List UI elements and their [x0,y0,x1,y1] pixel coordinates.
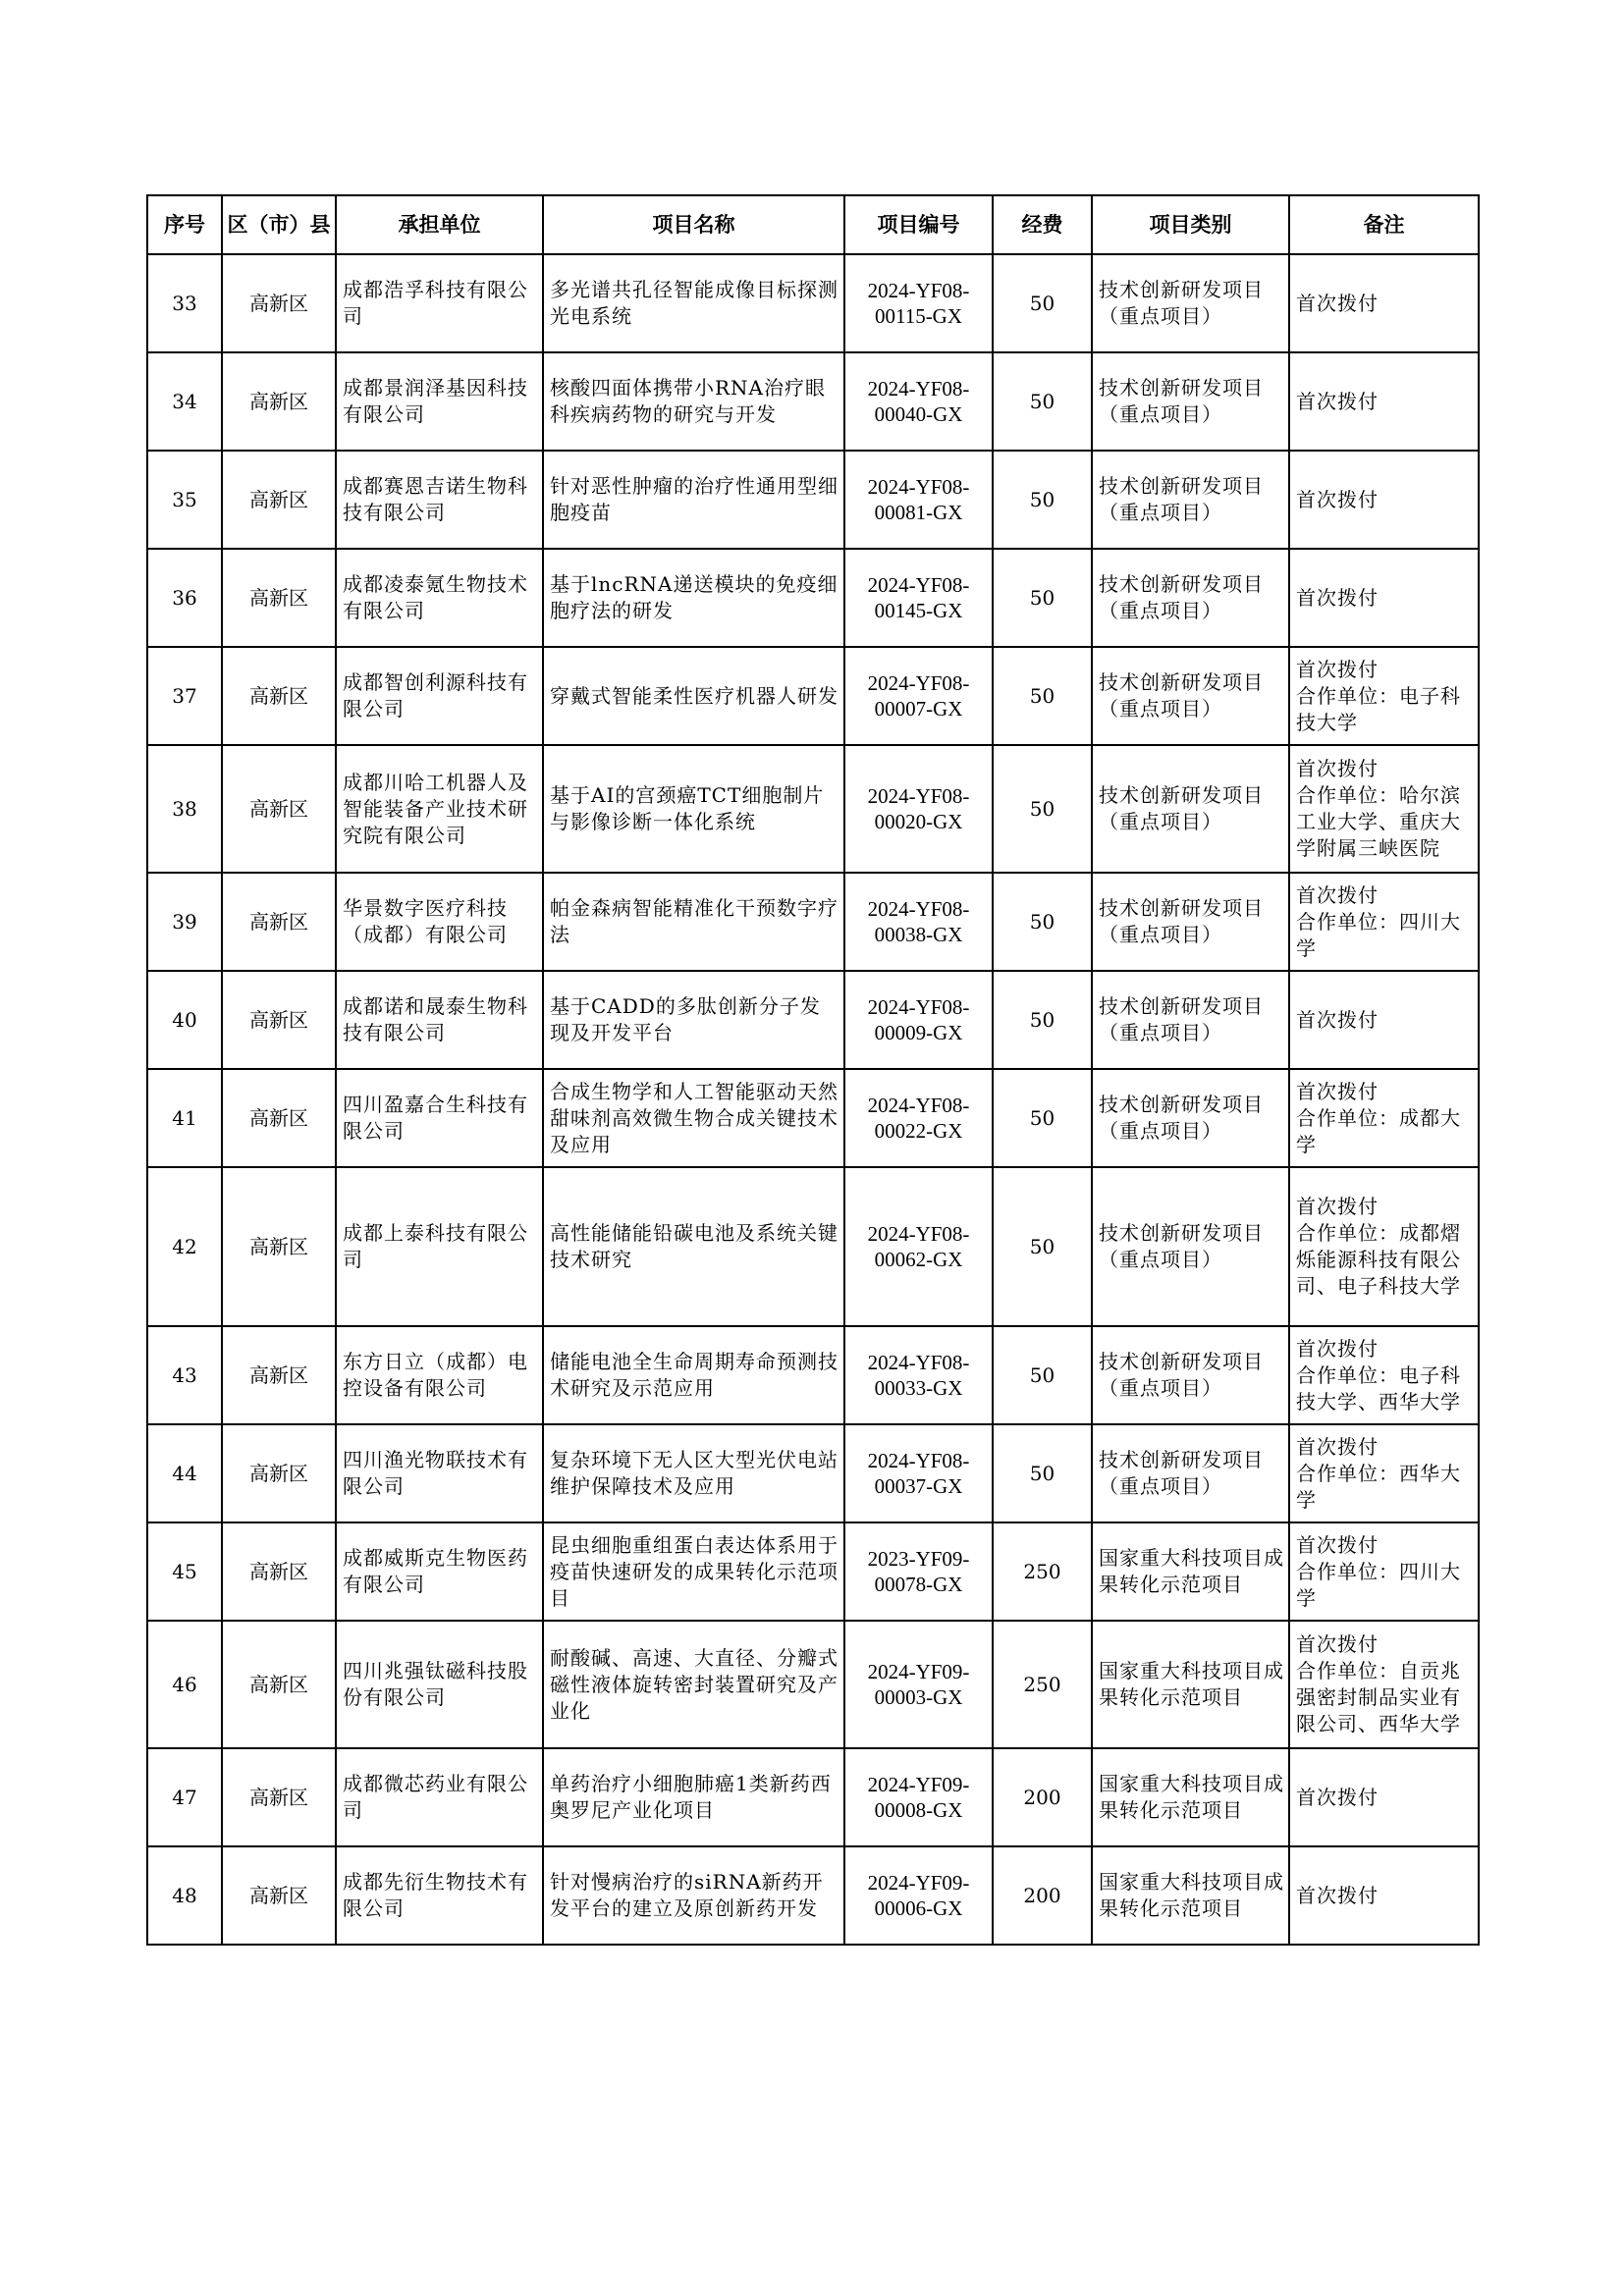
funding-cell: 200 [993,1748,1092,1846]
project-code-cell [844,1326,993,1424]
category-cell: 技术创新研发项目（重点项目） [1092,549,1289,647]
category-cell: 国家重大科技项目成果转化示范项目 [1092,1522,1289,1621]
project-code-cell [844,1748,993,1846]
project-code-cell [844,971,993,1069]
district-cell: 高新区 [222,1748,336,1846]
index-cell: 38 [147,745,222,873]
district-cell: 高新区 [222,451,336,549]
funding-cell: 50 [993,1069,1092,1167]
funding-cell: 250 [993,1621,1092,1748]
project-code-line-2: 00081-GX [874,501,963,524]
project-name-cell: 储能电池全生命周期寿命预测技术研究及示范应用 [543,1326,844,1424]
project-code-line-2: 00033-GX [874,1376,963,1400]
project-funding-table [146,194,1480,1946]
project-name-cell: 基于lncRNA递送模块的免疫细胞疗法的研发 [543,549,844,647]
index-cell: 44 [147,1424,222,1522]
district-cell: 高新区 [222,549,336,647]
project-code-cell [844,451,993,549]
unit-cell: 成都赛恩吉诺生物科技有限公司 [336,451,543,549]
category-cell: 技术创新研发项目（重点项目） [1092,1326,1289,1424]
header-unit: 承担单位 [336,195,543,254]
remarks-cell: 首次拨付 合作单位：成都大学 [1289,1069,1479,1167]
project-code-line-1: 2024-YF08- [867,1094,970,1117]
project-name-cell: 多光谱共孔径智能成像目标探测光电系统 [543,254,844,352]
category-cell: 国家重大科技项目成果转化示范项目 [1092,1621,1289,1748]
project-code-line-2: 00115-GX [874,304,963,328]
district-cell: 高新区 [222,1424,336,1522]
header-district: 区（市）县 [222,195,336,254]
district-cell: 高新区 [222,1167,336,1326]
funding-cell: 50 [993,971,1092,1069]
project-name-cell: 针对恶性肿瘤的治疗性通用型细胞疫苗 [543,451,844,549]
header-project-code: 项目编号 [844,195,993,254]
category-cell: 技术创新研发项目（重点项目） [1092,971,1289,1069]
index-cell: 47 [147,1748,222,1846]
table-row [147,549,1479,647]
project-code-line-1: 2024-YF08- [867,1351,970,1374]
project-code-cell [844,1069,993,1167]
index-cell: 48 [147,1846,222,1945]
district-cell: 高新区 [222,1846,336,1945]
funding-cell: 50 [993,1424,1092,1522]
funding-cell: 50 [993,1167,1092,1326]
district-cell: 高新区 [222,745,336,873]
project-code-line-2: 00078-GX [874,1573,963,1596]
index-cell: 42 [147,1167,222,1326]
funding-cell: 50 [993,873,1092,971]
category-cell: 技术创新研发项目（重点项目） [1092,1424,1289,1522]
remarks-cell: 首次拨付 [1289,971,1479,1069]
remarks-cell: 首次拨付 合作单位：西华大学 [1289,1424,1479,1522]
remarks-cell: 首次拨付 [1289,1748,1479,1846]
index-cell: 34 [147,352,222,451]
table-body [147,254,1479,1945]
district-cell: 高新区 [222,1522,336,1621]
project-code-line-2: 00037-GX [874,1474,963,1498]
table-row [147,1522,1479,1621]
project-code-cell [844,1846,993,1945]
header-index: 序号 [147,195,222,254]
index-cell: 39 [147,873,222,971]
table-row [147,745,1479,873]
project-code-line-1: 2024-YF09- [867,1871,970,1895]
project-code-cell [844,352,993,451]
project-code-line-2: 00009-GX [874,1021,963,1044]
project-code-line-1: 2024-YF08- [867,377,970,400]
remarks-cell: 首次拨付 [1289,451,1479,549]
table-row [147,1167,1479,1326]
project-code-line-2: 00020-GX [874,810,963,833]
project-code-cell [844,549,993,647]
unit-cell: 成都景润泽基因科技有限公司 [336,352,543,451]
project-code-line-2: 00006-GX [874,1896,963,1920]
index-cell: 41 [147,1069,222,1167]
project-code-line-1: 2024-YF08- [867,475,970,499]
district-cell: 高新区 [222,647,336,745]
category-cell: 技术创新研发项目（重点项目） [1092,254,1289,352]
project-code-line-1: 2024-YF08- [867,1222,970,1246]
category-cell: 技术创新研发项目（重点项目） [1092,745,1289,873]
category-cell: 技术创新研发项目（重点项目） [1092,352,1289,451]
project-code-line-1: 2023-YF09- [867,1547,970,1571]
project-name-cell: 针对慢病治疗的siRNA新药开发平台的建立及原创新药开发 [543,1846,844,1945]
table-row [147,451,1479,549]
table-row [147,254,1479,352]
category-cell: 技术创新研发项目（重点项目） [1092,451,1289,549]
index-cell: 35 [147,451,222,549]
project-code-cell [844,254,993,352]
unit-cell: 成都诺和晟泰生物科技有限公司 [336,971,543,1069]
table-row [147,1846,1479,1945]
table-row [147,1748,1479,1846]
project-code-cell [844,1167,993,1326]
project-code-cell [844,873,993,971]
funding-cell: 50 [993,647,1092,745]
project-code-line-1: 2024-YF08- [867,995,970,1019]
project-code-cell [844,1621,993,1748]
district-cell: 高新区 [222,1069,336,1167]
project-code-line-1: 2024-YF08- [867,279,970,302]
unit-cell: 成都凌泰氪生物技术有限公司 [336,549,543,647]
remarks-cell: 首次拨付 合作单位：成都熠烁能源科技有限公司、电子科技大学 [1289,1167,1479,1326]
project-code-line-2: 00003-GX [874,1685,963,1709]
funding-cell: 50 [993,549,1092,647]
unit-cell: 四川渔光物联技术有限公司 [336,1424,543,1522]
unit-cell: 成都先衍生物技术有限公司 [336,1846,543,1945]
project-code-line-1: 2024-YF08- [867,897,970,921]
project-name-cell: 耐酸碱、高速、大直径、分瓣式磁性液体旋转密封装置研究及产业化 [543,1621,844,1748]
project-name-cell: 合成生物学和人工智能驱动天然甜味剂高效微生物合成关键技术及应用 [543,1069,844,1167]
table-row [147,1424,1479,1522]
header-remarks: 备注 [1289,195,1479,254]
project-name-cell: 单药治疗小细胞肺癌1类新药西奥罗尼产业化项目 [543,1748,844,1846]
district-cell: 高新区 [222,1326,336,1424]
project-code-cell [844,647,993,745]
funding-cell: 50 [993,254,1092,352]
project-name-cell: 穿戴式智能柔性医疗机器人研发 [543,647,844,745]
unit-cell: 成都浩孚科技有限公司 [336,254,543,352]
project-code-line-2: 00007-GX [874,697,963,721]
remarks-cell: 首次拨付 合作单位：电子科技大学 [1289,647,1479,745]
funding-cell: 50 [993,352,1092,451]
district-cell: 高新区 [222,352,336,451]
index-cell: 45 [147,1522,222,1621]
remarks-cell: 首次拨付 合作单位：电子科技大学、西华大学 [1289,1326,1479,1424]
unit-cell: 成都上泰科技有限公司 [336,1167,543,1326]
project-name-cell: 高性能储能铅碳电池及系统关键技术研究 [543,1167,844,1326]
index-cell: 33 [147,254,222,352]
project-code-line-2: 00022-GX [874,1119,963,1143]
project-name-cell: 昆虫细胞重组蛋白表达体系用于疫苗快速研发的成果转化示范项目 [543,1522,844,1621]
funding-cell: 50 [993,745,1092,873]
category-cell: 技术创新研发项目（重点项目） [1092,1069,1289,1167]
project-code-line-1: 2024-YF09- [867,1773,970,1796]
table-row [147,647,1479,745]
funding-cell: 250 [993,1522,1092,1621]
remarks-cell: 首次拨付 [1289,1846,1479,1945]
funding-cell: 50 [993,451,1092,549]
project-code-line-1: 2024-YF09- [867,1660,970,1683]
remarks-cell: 首次拨付 [1289,254,1479,352]
table-row [147,971,1479,1069]
unit-cell: 成都川哈工机器人及智能装备产业技术研究院有限公司 [336,745,543,873]
category-cell: 技术创新研发项目（重点项目） [1092,647,1289,745]
unit-cell: 四川兆强钛磁科技股份有限公司 [336,1621,543,1748]
remarks-cell: 首次拨付 合作单位：四川大学 [1289,873,1479,971]
table-row [147,1069,1479,1167]
index-cell: 37 [147,647,222,745]
project-name-cell: 基于AI的宫颈癌TCT细胞制片与影像诊断一体化系统 [543,745,844,873]
remarks-cell: 首次拨付 合作单位：哈尔滨工业大学、重庆大学附属三峡医院 [1289,745,1479,873]
project-code-line-1: 2024-YF08- [867,671,970,695]
header-category: 项目类别 [1092,195,1289,254]
district-cell: 高新区 [222,254,336,352]
index-cell: 43 [147,1326,222,1424]
project-code-cell [844,1522,993,1621]
project-name-cell: 核酸四面体携带小RNA治疗眼科疾病药物的研究与开发 [543,352,844,451]
unit-cell: 华景数字医疗科技（成都）有限公司 [336,873,543,971]
unit-cell: 东方日立（成都）电控设备有限公司 [336,1326,543,1424]
table-header-row [147,195,1479,254]
unit-cell: 四川盈嘉合生科技有限公司 [336,1069,543,1167]
district-cell: 高新区 [222,1621,336,1748]
header-funding: 经费 [993,195,1092,254]
project-code-line-1: 2024-YF08- [867,784,970,808]
table-row [147,1326,1479,1424]
index-cell: 46 [147,1621,222,1748]
project-code-line-2: 00145-GX [874,599,963,622]
district-cell: 高新区 [222,971,336,1069]
category-cell: 国家重大科技项目成果转化示范项目 [1092,1748,1289,1846]
project-code-line-2: 00062-GX [874,1248,963,1271]
remarks-cell: 首次拨付 [1289,549,1479,647]
header-project-name: 项目名称 [543,195,844,254]
index-cell: 40 [147,971,222,1069]
funding-cell: 200 [993,1846,1092,1945]
project-code-cell [844,745,993,873]
table-row [147,873,1479,971]
project-name-cell: 帕金森病智能精准化干预数字疗法 [543,873,844,971]
project-code-line-2: 00040-GX [874,402,963,426]
index-cell: 36 [147,549,222,647]
project-code-line-1: 2024-YF08- [867,573,970,597]
remarks-cell: 首次拨付 合作单位：四川大学 [1289,1522,1479,1621]
remarks-cell: 首次拨付 合作单位：自贡兆强密封制品实业有限公司、西华大学 [1289,1621,1479,1748]
project-code-line-1: 2024-YF08- [867,1449,970,1472]
category-cell: 技术创新研发项目（重点项目） [1092,873,1289,971]
project-code-line-2: 00008-GX [874,1798,963,1822]
unit-cell: 成都威斯克生物医药有限公司 [336,1522,543,1621]
category-cell: 国家重大科技项目成果转化示范项目 [1092,1846,1289,1945]
project-code-cell [844,1424,993,1522]
category-cell: 技术创新研发项目（重点项目） [1092,1167,1289,1326]
project-name-cell: 复杂环境下无人区大型光伏电站维护保障技术及应用 [543,1424,844,1522]
unit-cell: 成都智创利源科技有限公司 [336,647,543,745]
remarks-cell: 首次拨付 [1289,352,1479,451]
district-cell: 高新区 [222,873,336,971]
unit-cell: 成都微芯药业有限公司 [336,1748,543,1846]
project-code-line-2: 00038-GX [874,923,963,946]
funding-cell: 50 [993,1326,1092,1424]
project-name-cell: 基于CADD的多肽创新分子发现及开发平台 [543,971,844,1069]
table-row [147,1621,1479,1748]
table-row [147,352,1479,451]
